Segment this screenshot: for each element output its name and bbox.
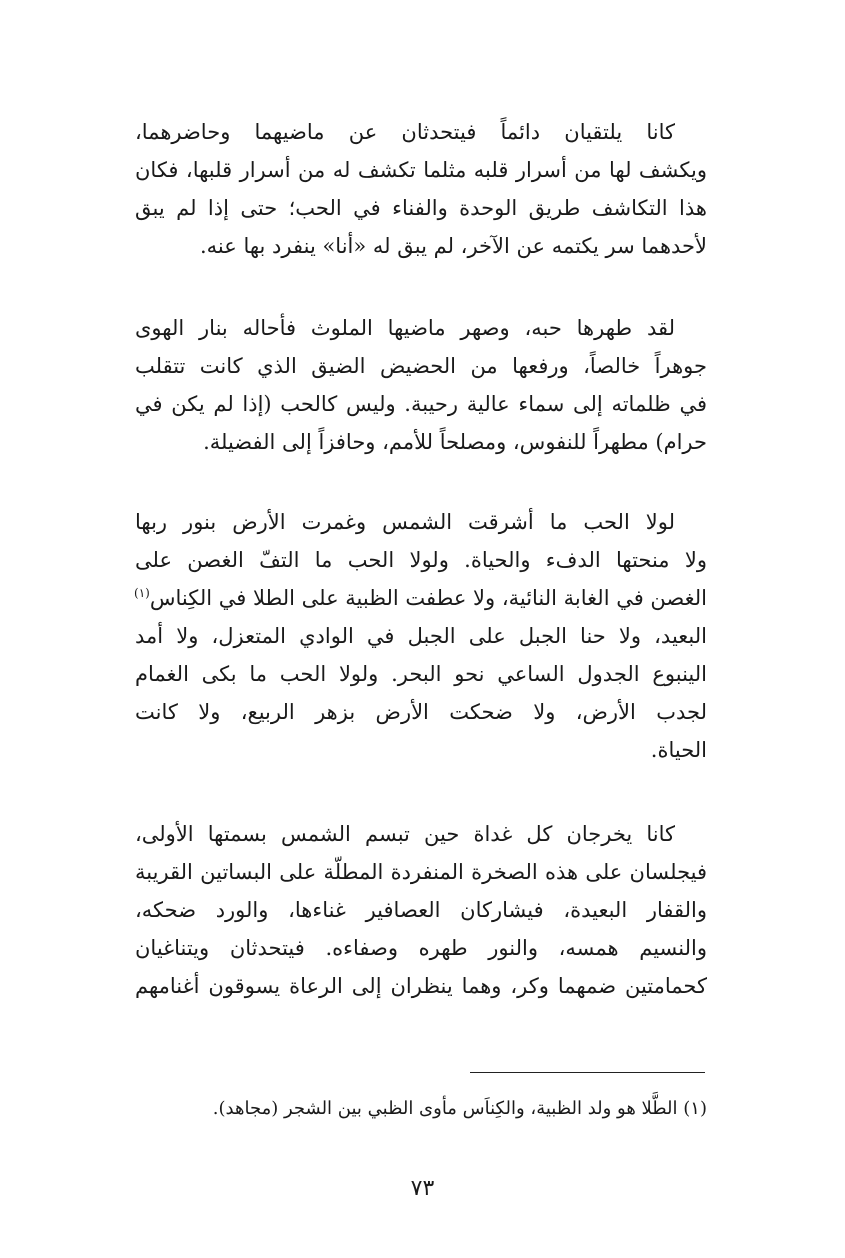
paragraph-line: هذا التكاشف طريق الوحدة والفناء في الحب؛ حتى إذا لم يبق: [135, 196, 707, 220]
paragraph-line-with-footnote: [135, 579, 707, 617]
paragraph-line: حرام) مطهراً للنفوس، ومصلحاً للأمم، وحافزاً إلى الفضيلة.: [203, 430, 707, 454]
footnote-reference: (١): [134, 586, 150, 600]
paragraph-4: [135, 815, 707, 1005]
paragraph-line: البعيد، ولا حنا الجبل على الجبل في الوادي المتعزل، ولا أمد: [135, 624, 707, 648]
paragraph-3: [135, 503, 707, 769]
paragraph-line: لأحدهما سر يكتمه عن الآخر، لم يبق له «أنا» ينفرد بها عنه.: [199, 234, 707, 258]
paragraph-line: لقد طهرها حبه، وصهر ماضيها الملوث فأحاله بنار الهوى: [135, 316, 675, 340]
paragraph-1: [135, 113, 707, 265]
paragraph-line: كحمامتين ضمهما وكر، وهما ينظران إلى الرعاة يسوقون أغنامهم: [135, 974, 707, 998]
paragraph-line: والقفار البعيدة، فيشاركان العصافير غناءها، والورد ضحكه،: [135, 898, 707, 922]
paragraph-2: [135, 309, 707, 461]
paragraph-line: الحياة.: [650, 738, 707, 762]
footnote-text: (١) الطَّلا هو ولد الظبية، والكِناَس مأوى الظبي بين الشجر (مجاهد).: [212, 1098, 707, 1119]
paragraph-line: الينبوع الجدول الساعي نحو البحر. ولولا الحب ما بكى الغمام: [135, 662, 707, 686]
footnote-divider: [470, 1072, 705, 1073]
paragraph-line: ولا منحتها الدفء والحياة. ولولا الحب ما التفّ الغصن على: [135, 548, 707, 572]
paragraph-line: جوهراً خالصاً، ورفعها من الحضيض الضيق الذي كانت تتقلب: [135, 354, 707, 378]
paragraph-line: ويكشف لها من أسرار قلبه مثلما تكشف له من أسرار قلبها، فكان: [135, 158, 707, 182]
paragraph-line-text: الغصن في الغابة النائية، ولا عطفت الظبية على الطلا في الكِناس: [149, 586, 707, 610]
paragraph-line: في ظلماته إلى سماء عالية رحيبة. وليس كالحب (إذا لم يكن في: [135, 392, 707, 416]
page-number: ٧٣: [410, 1176, 435, 1201]
paragraph-line: لولا الحب ما أشرقت الشمس وغمرت الأرض بنور ربها: [135, 510, 675, 534]
paragraph-line: كانا يلتقيان دائماً فيتحدثان عن ماضيهما وحاضرهما،: [135, 120, 675, 144]
paragraph-line: كانا يخرجان كل غداة حين تبسم الشمس بسمتها الأولى،: [135, 822, 675, 846]
paragraph-line: لجدب الأرض، ولا ضحكت الأرض بزهر الربيع، ولا كانت: [135, 700, 707, 724]
paragraph-line: والنسيم همسه، والنور طهره وصفاءه. فيتحدثان ويتناغيان: [135, 936, 707, 960]
paragraph-line: فيجلسان على هذه الصخرة المنفردة المطلّة على البساتين القريبة: [135, 860, 707, 884]
